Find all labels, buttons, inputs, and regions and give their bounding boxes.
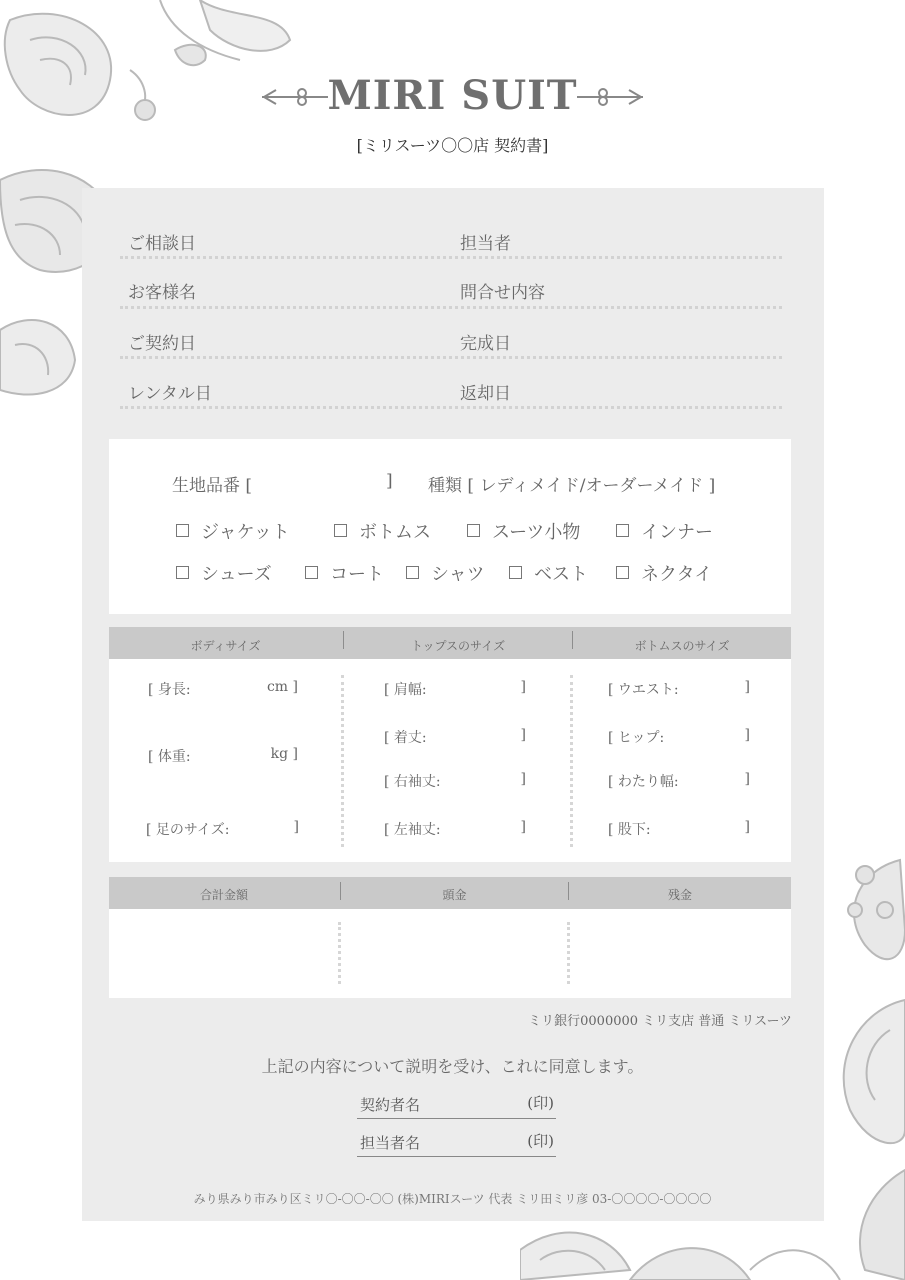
return-date-label: 返却日 [460, 384, 511, 404]
tops-size-header: トップスのサイズ [410, 639, 506, 653]
checkbox-shirt[interactable] [406, 560, 485, 586]
checkbox-icon [616, 566, 629, 579]
checkbox-inner[interactable] [616, 518, 713, 544]
staff-label: 担当者 [460, 234, 511, 254]
field-close: ] [744, 819, 750, 835]
hip-field[interactable] [608, 727, 752, 747]
field-underline [120, 256, 782, 259]
height-field[interactable] [148, 679, 300, 699]
field-close: ] [520, 819, 526, 835]
right-ornament-icon [575, 84, 643, 110]
checkbox-icon [176, 566, 189, 579]
fabric-number-close: ] [386, 471, 393, 491]
thigh-width-label: [ わたり幅: [608, 774, 679, 790]
column-divider [570, 675, 573, 847]
column-divider [341, 675, 344, 847]
left-sleeve-field[interactable] [384, 819, 528, 839]
body-size-header: ボディサイズ [190, 639, 261, 653]
checkbox-coat[interactable] [305, 560, 384, 586]
customer-name-label: お客様名 [128, 283, 196, 303]
agreement-text: 上記の内容について説明を受け、これに同意します。 [261, 1057, 644, 1076]
brand-title: MIRI SUIT [327, 72, 578, 119]
deposit-cell[interactable] [342, 909, 566, 998]
checkbox-icon [406, 566, 419, 579]
contractor-name-label: 契約者名 [360, 1096, 421, 1114]
checkbox-accessories[interactable] [467, 518, 580, 544]
checkbox-label: ボトムス [359, 522, 431, 543]
column-divider [567, 922, 570, 984]
shoulder-width-field[interactable] [384, 679, 528, 699]
checkbox-label: スーツ小物 [492, 522, 581, 543]
inquiry-label: 問合せ内容 [460, 283, 545, 303]
balance-cell[interactable] [571, 909, 791, 998]
contractor-signature-line[interactable] [357, 1092, 556, 1119]
inseam-label: [ 股下: [608, 822, 651, 838]
foot-size-label: [ 足のサイズ: [146, 822, 230, 838]
seal-mark: (印) [527, 1132, 554, 1150]
checkbox-necktie[interactable] [616, 560, 712, 586]
staff-name-label: 担当者名 [360, 1134, 421, 1152]
length-field[interactable] [384, 727, 528, 747]
field-close: ] [520, 771, 526, 787]
field-close: ] [744, 727, 750, 743]
checkbox-icon [334, 524, 347, 537]
fabric-number-label: 生地品番 [ [172, 476, 253, 496]
field-close: ] [744, 771, 750, 787]
staff-signature-line[interactable] [357, 1130, 556, 1157]
checkbox-label: シャツ [431, 564, 485, 585]
company-footer: みり県みり市みり区ミリ〇-〇〇-〇〇 (株)MIRIスーツ 代表 ミリ田ミリ彦 03-〇〇〇〇-〇〇〇〇 [193, 1192, 712, 1206]
hip-label: [ ヒップ: [608, 730, 665, 746]
checkbox-shoes[interactable] [176, 560, 272, 586]
weight-unit: kg ] [270, 746, 298, 762]
left-sleeve-label: [ 左袖丈: [384, 822, 441, 838]
document-subtitle: [ミリスーツ〇〇店 契約書] [356, 136, 549, 155]
balance-header: 残金 [667, 888, 692, 902]
seal-mark: (印) [527, 1094, 554, 1112]
field-close: ] [520, 679, 526, 695]
height-label: [ 身長: [148, 682, 191, 698]
total-amount-header: 合計金額 [199, 888, 248, 902]
length-label: [ 着丈: [384, 730, 427, 746]
field-close: ] [520, 727, 526, 743]
consultation-date-label: ご相談日 [128, 234, 196, 254]
total-amount-cell[interactable] [109, 909, 338, 998]
right-sleeve-field[interactable] [384, 771, 528, 791]
deposit-header: 頭金 [442, 888, 467, 902]
contract-date-label: ご契約日 [128, 334, 196, 354]
field-close: ] [744, 679, 750, 695]
checkbox-icon [305, 566, 318, 579]
field-underline [120, 306, 782, 309]
foot-size-close: ] [293, 819, 299, 835]
bank-info: ミリ銀行0000000 ミリ支店 普通 ミリスーツ [528, 1014, 792, 1029]
checkbox-label: インナー [641, 522, 713, 543]
checkbox-bottoms[interactable] [334, 518, 431, 544]
bottoms-size-header: ボトムスのサイズ [634, 639, 730, 653]
weight-field[interactable] [148, 746, 300, 766]
checkbox-icon [467, 524, 480, 537]
checkbox-icon [176, 524, 189, 537]
checkbox-jacket[interactable] [176, 518, 290, 544]
waist-label: [ ウエスト: [608, 682, 679, 698]
shoulder-width-label: [ 肩幅: [384, 682, 427, 698]
rental-date-label: レンタル日 [128, 384, 212, 404]
weight-label: [ 体重: [148, 749, 191, 765]
checkbox-label: ネクタイ [641, 564, 713, 585]
column-divider [338, 922, 341, 984]
height-unit: cm ] [266, 679, 298, 695]
foot-size-field[interactable] [146, 819, 301, 839]
checkbox-label: コート [330, 564, 384, 585]
checkbox-label: ベスト [534, 564, 588, 585]
checkbox-vest[interactable] [509, 560, 588, 586]
field-underline [120, 356, 782, 359]
completion-date-label: 完成日 [460, 334, 511, 354]
right-sleeve-label: [ 右袖丈: [384, 774, 441, 790]
field-underline [120, 406, 782, 409]
fabric-type-label: 種類 [ レディメイド/オーダーメイド ] [428, 476, 716, 496]
checkbox-label: シューズ [201, 564, 272, 585]
checkbox-icon [616, 524, 629, 537]
inseam-field[interactable] [608, 819, 752, 839]
waist-field[interactable] [608, 679, 752, 699]
checkbox-icon [509, 566, 522, 579]
thigh-width-field[interactable] [608, 771, 752, 791]
checkbox-label: ジャケット [201, 522, 290, 543]
